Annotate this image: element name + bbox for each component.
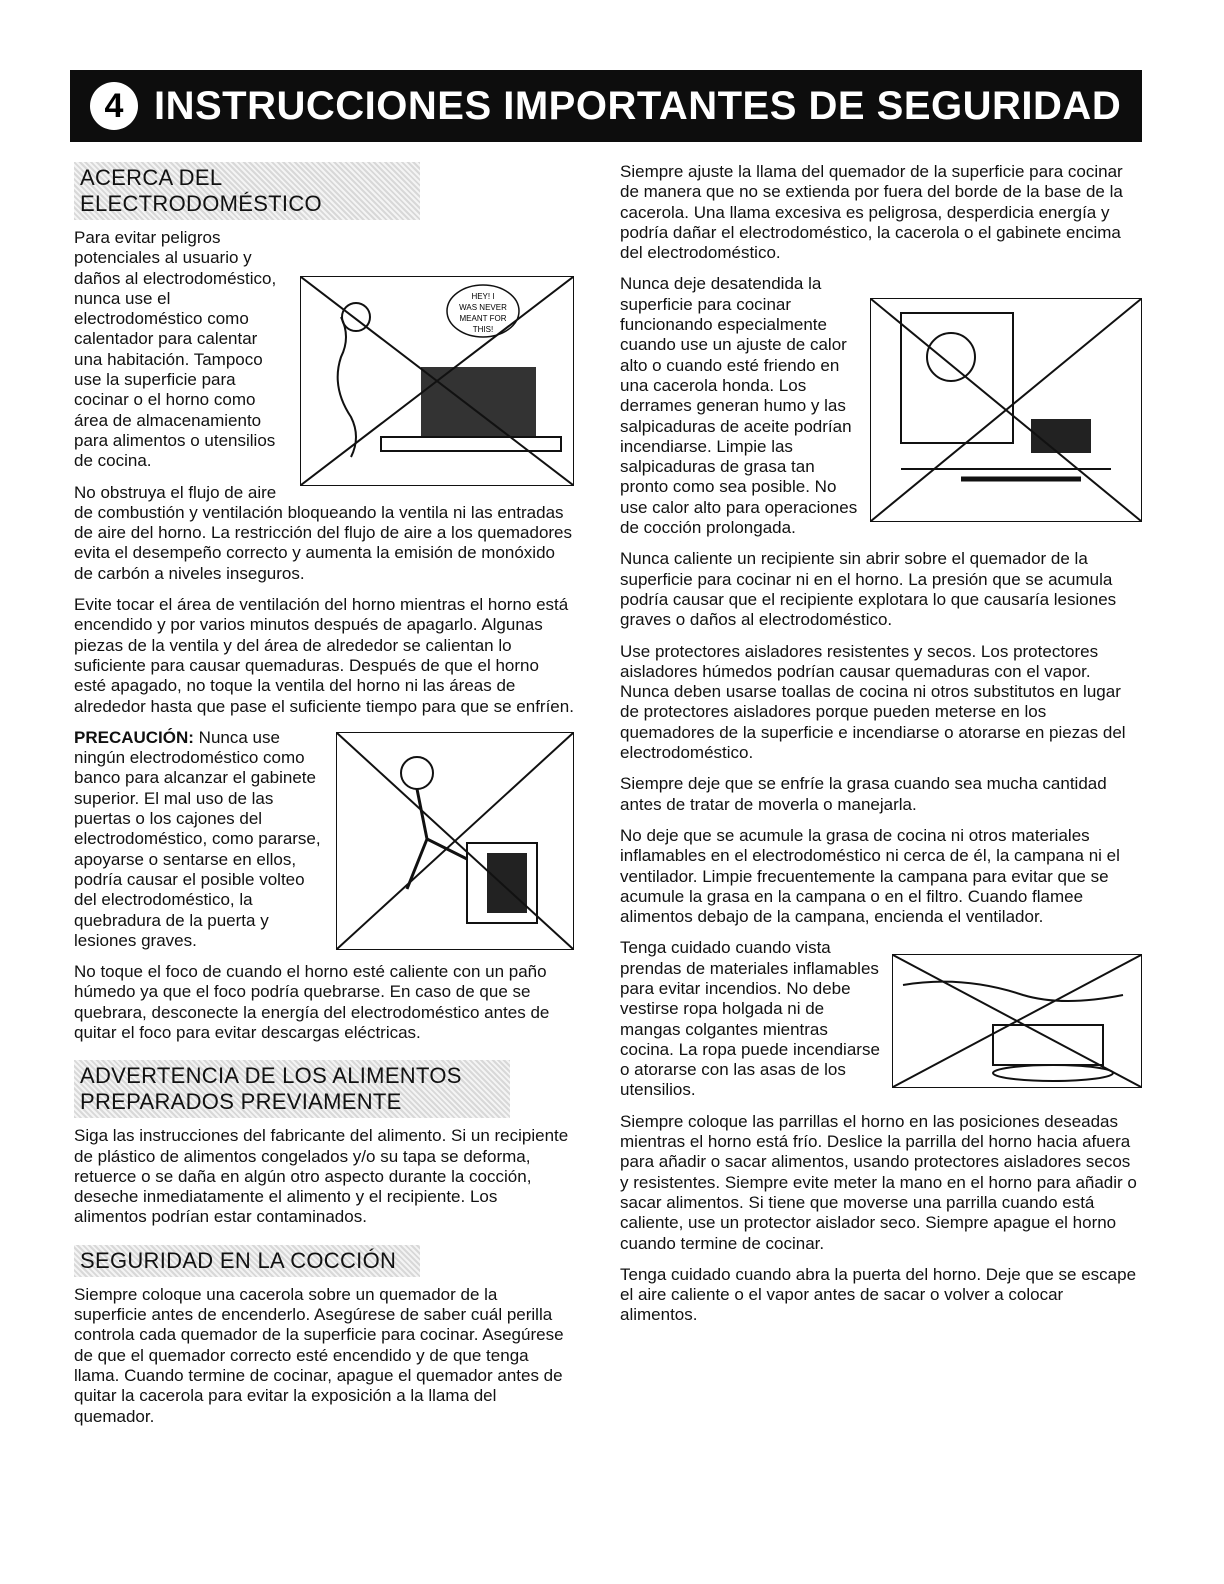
paragraph: Evite tocar el área de ventilación del horno mientras el horno está encendido y por varios minutos después de apagarlo. Algunas piezas de la ventila y del área de alrededor se calientan lo suficiente para causar quemaduras. Después de que el horno esté apagado, no toque la ventila del horno ni las áreas de alrededor hasta que pase el suficiente tiempo para que se enfríen.	[74, 595, 574, 716]
section-title-appliance: ACERCA DEL ELECTRODOMÉSTICO	[74, 162, 420, 220]
paragraph: Siempre coloque una cacerola sobre un quemador de la superficie antes de encenderlo. Asegúrese de saber cuál perilla controla cada quemador de la superficie para cocinar. Asegúrese de que el quemador correcto esté encendido y de que tenga llama. Cuando termine de cocinar, apague el quemador antes de quitar la cacerola para evitar la exposición a la llama del quemador.	[74, 1284, 564, 1426]
speech-bubble-text: HEY! I	[471, 292, 495, 301]
svg-text:MEANT FOR: MEANT FOR	[459, 314, 507, 323]
person-drawing	[338, 317, 356, 457]
figure-climbing-on-appliance	[336, 732, 574, 950]
doorway-drawing	[901, 313, 1013, 443]
figure-unattended-cooktop	[870, 298, 1142, 522]
oven-rack-drawing	[421, 367, 536, 437]
paragraph: Para evitar peligros potenciales al usuario y daños al electrodoméstico, nunca use el electrodoméstico como calentador para calentar una habitación. Tampoco use la superficie para cocinar o el horno como área de almacenamiento para alimentos o utensilios de cocina.	[74, 228, 277, 471]
figure-appliance-as-heater	[300, 276, 574, 486]
caution-label: PRECAUCIÓN:	[74, 727, 194, 747]
pan-drawing	[1031, 419, 1091, 453]
svg-text:THIS!: THIS!	[472, 325, 494, 334]
person-on-phone	[927, 333, 975, 381]
paragraph: Tenga cuidado cuando abra la puerta del horno. Deje que se escape el aire caliente o el vapor antes de sacar o volver a colocar alimentos.	[620, 1264, 1137, 1325]
paragraph: Use protectores aisladores resistentes y secos. Los protectores aisladores húmedos podrían causar quemaduras con el vapor. Nunca deben usarse toallas de cocina ni otros substitutos en lugar de protectores aisladores porque pueden meterse en los quemadores de la superficie e incendiarse o atorarse en piezas del electrodoméstico.	[620, 641, 1126, 763]
heater-illustration	[301, 277, 573, 485]
section-title-cooking-safety: SEGURIDAD EN LA COCCIÓN	[74, 1245, 420, 1277]
paragraph: Siempre deje que se enfríe la grasa cuando sea mucha cantidad antes de tratar de moverla o manejarla.	[620, 774, 1107, 814]
right-column	[620, 162, 1142, 1337]
sleeve-drawing	[903, 982, 1123, 1001]
header-banner	[70, 70, 1142, 142]
section-number-badge: 4	[90, 82, 138, 130]
paragraph: Nunca deje desatendida la superficie para cocinar funcionando especialmente cuando use un ajuste de calor alto o cuando esté friendo en una cacerola honda. Los derrames generan humo y las salpicaduras de aceite podrían incendiarse. Limpie las salpicaduras de grasa tan pronto como sea posible. No use calor alto para operaciones de cocción prolongada.	[620, 274, 858, 538]
clothing-illustration	[893, 955, 1141, 1087]
paragraph: Tenga cuidado cuando vista prendas de materiales inflamables para evitar incendios. No debe vestirse ropa holgada ni de mangas colgantes mientras cocina. La ropa puede incendiarse o atorarse con las asas de los utensilios.	[620, 938, 880, 1100]
paragraph: Siempre coloque las parrillas el horno en las posiciones deseadas mientras el horno está frío. Deslice la parrilla del horno hacia afuera para añadir o sacar alimentos, usando protectores aisladores secos y resistentes. Siempre evite meter la mano en el horno para añadir o sacar alimentos. Si tiene que moverse una parrilla cuando está caliente, use un protector aislador seco. Siempre apague el horno cuando termine de cocinar.	[620, 1111, 1137, 1253]
paragraph: Siga las instrucciones del fabricante del alimento. Si un recipiente de plástico de alimentos congelados y/o su tapa se deforma, retuerce o se daña en algún otro aspecto durante la cocción, deseche inmediatamente el alimento y el recipiente. Los alimentos podrían estar contaminados.	[74, 1126, 569, 1227]
svg-text:WAS NEVER: WAS NEVER	[459, 303, 507, 312]
paragraph: No obstruya el flujo de aire de combustión y ventilación bloqueando la ventila ni las entradas de aire del horno. La restricción del flujo de aire a los quemadores evita el desempeño correcto y aumenta la emisión de monóxido de carbón a niveles inseguros.	[74, 482, 573, 583]
paragraph: No deje que se acumule la grasa de cocina ni otros materiales inflamables en el electrodoméstico ni cerca de él, la campana ni el ventilador. Limpie frecuentemente la campana para evitar que se acumule la grasa en la campana o en el filtro. Cuando flamee alimentos debajo de la campana, encienda el ventilador.	[620, 825, 1120, 927]
page-title: INSTRUCCIONES IMPORTANTES DE SEGURIDAD	[154, 83, 1122, 128]
person-drawing	[401, 757, 433, 789]
caution-text: Nunca use ningún electrodoméstico como banco para alcanzar el gabinete superior. El mal uso de las puertas o los cajones del electrodoméstico, como pararse, apoyarse o sentarse en ellos, podría causar el posible volteo del electrodoméstico, la quebradura de la puerta y lesiones graves.	[74, 727, 321, 950]
paragraph: Siempre ajuste la llama del quemador de la superficie para cocinar de manera que no se extienda por fuera del borde de la base de la cacerola. Una llama excesiva es peligrosa, desperdicia energía y podría dañar el electrodoméstico, la cacerola o el gabinete encima del electrodoméstico.	[620, 162, 1123, 263]
section-title-prepared-foods: ADVERTENCIA DE LOS ALIMENTOS PREPARADOS PREVIAMENTE	[74, 1060, 510, 1118]
left-column	[74, 162, 574, 1438]
paragraph: Nunca caliente un recipiente sin abrir sobre el quemador de la superficie para cocinar ni en el horno. La presión que se acumula podría causar que el recipiente explotara lo que causaría lesiones graves o daños al electrodoméstico.	[620, 549, 1117, 630]
climbing-illustration	[337, 733, 573, 949]
paragraph: No toque el foco de cuando el horno esté caliente con un paño húmedo ya que el foco podría quebrarse. En caso de que se quebrara, desconecte la energía del electrodoméstico antes de quitar el foco para evitar descargas eléctricas.	[74, 962, 550, 1042]
unattended-illustration	[871, 299, 1141, 521]
figure-loose-clothing	[892, 954, 1142, 1088]
